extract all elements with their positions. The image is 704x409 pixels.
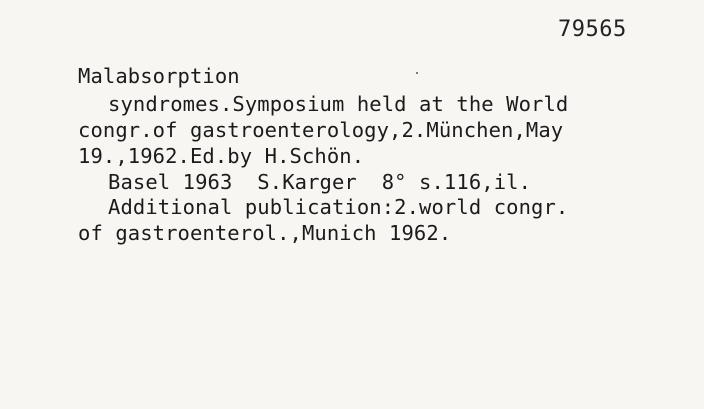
card-congress-line: congr.of gastroenterology,2.München,May xyxy=(78,118,564,142)
ink-speck xyxy=(416,72,418,74)
card-note-line: Additional publication:2.world congr. xyxy=(108,195,569,219)
card-imprint-line: Basel 1963 S.Karger 8° s.116,il. xyxy=(108,170,532,194)
card-title-line: Malabsorption xyxy=(78,64,240,88)
card-title-continuation: syndromes.Symposium held at the World xyxy=(108,92,569,116)
accession-number: 79565 xyxy=(558,17,627,42)
card-editor-line: 19.,1962.Ed.by H.Schön. xyxy=(78,144,365,168)
card-note-continuation: of gastroenterol.,Munich 1962. xyxy=(78,221,452,245)
